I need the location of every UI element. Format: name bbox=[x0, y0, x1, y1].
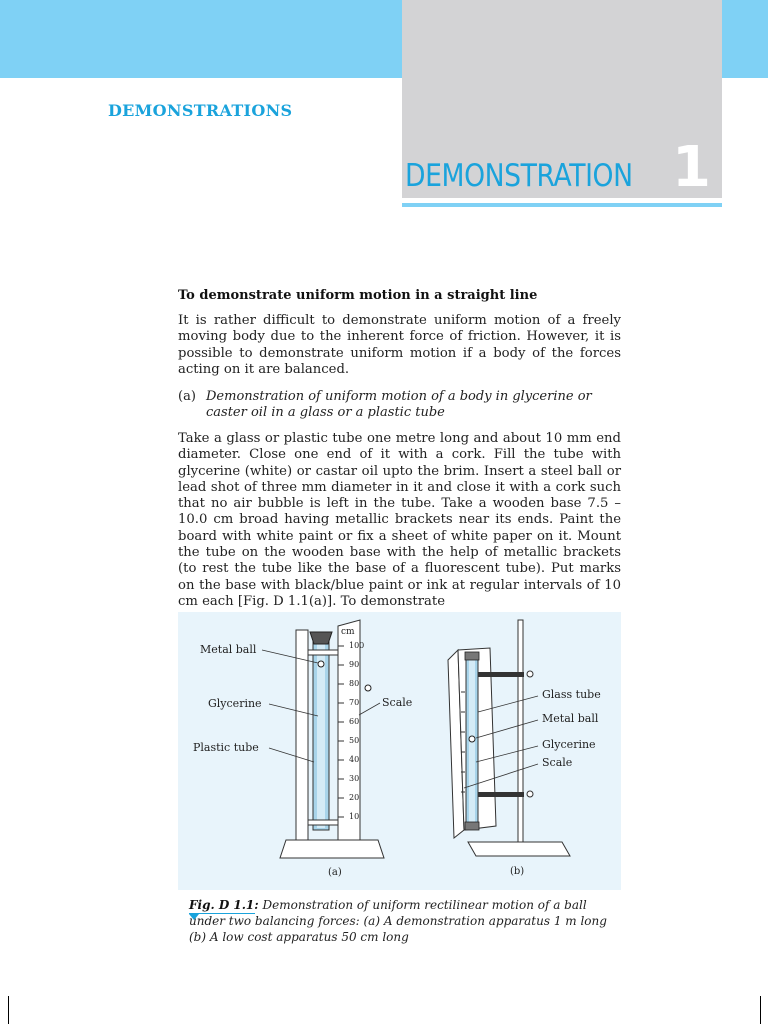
bracket-top-a bbox=[308, 650, 338, 655]
tick-label: 100 bbox=[349, 641, 365, 650]
chapter-underline bbox=[402, 203, 722, 207]
label-plastic-tube: Plastic tube bbox=[193, 741, 259, 754]
apparatus-a bbox=[193, 620, 412, 878]
stand-base-b bbox=[468, 842, 570, 856]
bracket-bottom-a bbox=[308, 820, 338, 825]
metal-ball-b bbox=[469, 736, 475, 742]
tick-label: 50 bbox=[349, 736, 360, 745]
tick-label: 40 bbox=[349, 755, 360, 764]
cork-a bbox=[310, 632, 332, 644]
crop-mark bbox=[760, 996, 761, 1024]
sublabel-a: (a) bbox=[328, 867, 342, 878]
tick-label: 20 bbox=[349, 793, 360, 802]
caption-text: Demonstration of uniform rectilinear motion of a ball under two balancing forces: (a) A demonstration apparatus 1 m long (b) A low cost apparatus 50 cm long bbox=[189, 898, 607, 944]
tick-label: 30 bbox=[349, 774, 360, 783]
tick-label: 70 bbox=[349, 698, 360, 707]
clamp-screw-bottom bbox=[527, 791, 533, 797]
apparatus-illustration bbox=[178, 612, 621, 890]
board-a bbox=[296, 630, 308, 840]
list-item-label: (a) bbox=[178, 389, 196, 404]
figure-caption bbox=[189, 897, 614, 945]
cork-top-b bbox=[465, 652, 479, 660]
list-item-a bbox=[178, 389, 621, 422]
figure-d1-1 bbox=[178, 612, 621, 890]
section-heading: DEMONSTRATIONS bbox=[108, 101, 293, 120]
tick-label: 80 bbox=[349, 679, 360, 688]
crop-mark bbox=[8, 996, 9, 1024]
intro-paragraph: It is rather difficult to demonstrate uniform motion of a freely moving body due to the inherent force of friction. However, it is possible to demonstrate uniform motion if a body of the forces acting on it are balanced. bbox=[178, 313, 621, 377]
apparatus-b bbox=[448, 620, 601, 877]
list-item-text: Demonstration of uniform motion of a body in glycerine or caster oil in a glass or a plastic tube bbox=[206, 389, 592, 421]
label-scale-b: Scale bbox=[542, 756, 573, 769]
reference-ball-a bbox=[365, 685, 371, 691]
sublabel-b: (b) bbox=[510, 866, 525, 877]
unit-label: cm bbox=[341, 627, 355, 637]
clamp-top-b bbox=[478, 672, 524, 677]
label-glass-tube: Glass tube bbox=[542, 688, 601, 701]
chapter-title: DEMONSTRATION bbox=[405, 158, 633, 194]
scale-strip-a bbox=[338, 620, 360, 840]
label-glycerine-b: Glycerine bbox=[542, 738, 596, 751]
label-scale: Scale bbox=[382, 696, 413, 709]
chapter-number: 1 bbox=[672, 135, 711, 200]
clamp-bottom-b bbox=[478, 792, 524, 797]
demonstration-subtitle: To demonstrate uniform motion in a straight line bbox=[178, 288, 538, 303]
base-a bbox=[280, 840, 384, 858]
procedure-paragraph: Take a glass or plastic tube one metre long and about 10 mm end diameter. Close one end of it with a cork. Fill the tube with glycerine (white) or castar oil upto the brim. Insert a steel ball or lead shot of three mm diameter in it and close it with a cork such that no air bubble is left in the tube. Take a wooden base 7.5 – 10.0 cm broad having metallic brackets near its ends. Paint the board with white paint or fix a sheet of white paper on it. Mount the tube on the wooden base with the help of metallic brackets (to rest the tube like the base of a fluorescent tube). Put marks on the base with black/blue paint or ink at regular intervals of 10 cm each [Fig. D 1.1(a)]. To demonstrate bbox=[178, 431, 621, 609]
label-glycerine: Glycerine bbox=[208, 697, 262, 710]
cork-bottom-b bbox=[465, 822, 479, 830]
tick-label: 90 bbox=[349, 660, 360, 669]
stand-rod-b bbox=[518, 620, 523, 848]
label-metal-ball: Metal ball bbox=[200, 643, 257, 656]
metal-ball-a bbox=[318, 661, 324, 667]
tube-highlight-a bbox=[317, 642, 325, 828]
label-metal-ball-b: Metal ball bbox=[542, 712, 599, 725]
clamp-screw-top bbox=[527, 671, 533, 677]
tick-label: 10 bbox=[349, 812, 360, 821]
tick-label: 60 bbox=[349, 717, 360, 726]
caption-label: Fig. D 1.1: bbox=[189, 898, 259, 912]
